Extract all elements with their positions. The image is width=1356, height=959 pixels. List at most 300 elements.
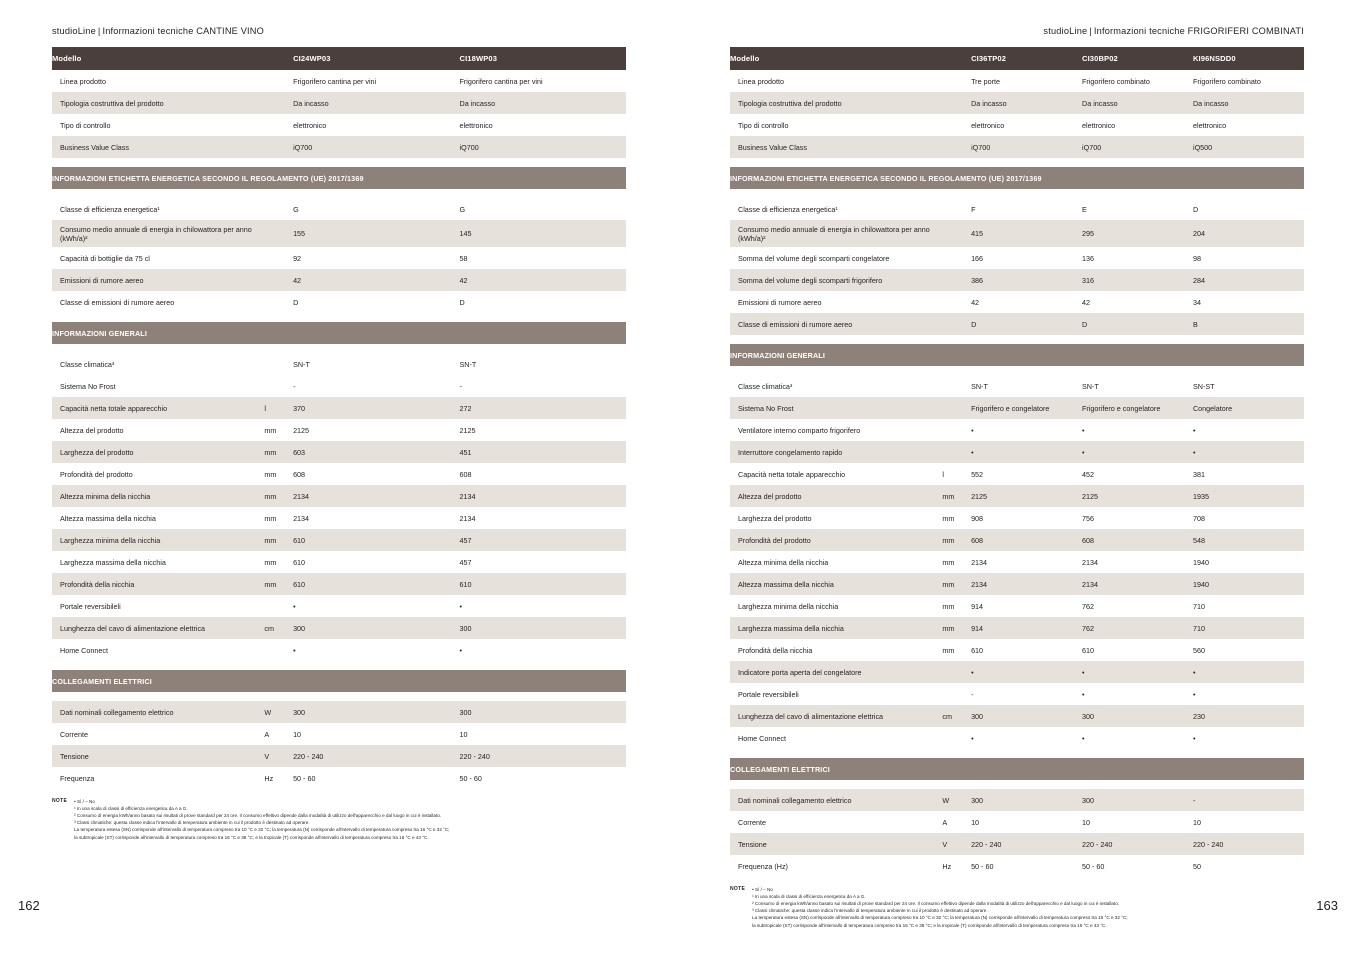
table-row bbox=[730, 833, 1304, 855]
table-row bbox=[52, 767, 626, 789]
row-value: 2125 bbox=[971, 485, 1082, 507]
row-unit: mm bbox=[264, 463, 293, 485]
row-value: Frigorifero combinato bbox=[1193, 70, 1304, 92]
row-label: Linea prodotto bbox=[52, 70, 264, 92]
table-row bbox=[730, 855, 1304, 877]
row-label: Capacità netta totale apparecchio bbox=[730, 463, 942, 485]
row-value: • bbox=[1193, 419, 1304, 441]
row-unit bbox=[942, 441, 971, 463]
row-value: 914 bbox=[971, 617, 1082, 639]
section-title: INFORMAZIONI ETICHETTA ENERGETICA SECONDO IL REGOLAMENTO (UE) 2017/1369 bbox=[52, 167, 626, 189]
row-unit bbox=[942, 247, 971, 269]
row-unit bbox=[942, 291, 971, 313]
row-value: iQ700 bbox=[1082, 136, 1193, 158]
row-value: 608 bbox=[971, 529, 1082, 551]
row-value: 220 - 240 bbox=[1082, 833, 1193, 855]
row-value: SN-T bbox=[293, 353, 459, 375]
row-label: Tipo di controllo bbox=[52, 114, 264, 136]
table-row bbox=[730, 463, 1304, 485]
row-value: G bbox=[293, 198, 459, 220]
running-head-right bbox=[730, 26, 1304, 36]
row-value: • bbox=[1082, 683, 1193, 705]
row-unit bbox=[264, 92, 293, 114]
table-row bbox=[52, 463, 626, 485]
row-value: 2125 bbox=[460, 419, 626, 441]
running-head-left bbox=[52, 26, 626, 36]
row-value: 1935 bbox=[1193, 485, 1304, 507]
row-label: Altezza del prodotto bbox=[52, 419, 264, 441]
table-row bbox=[730, 811, 1304, 833]
row-label: Lunghezza del cavo di alimentazione elettrica bbox=[730, 705, 942, 727]
section-gap bbox=[730, 749, 1304, 758]
row-label: Larghezza massima della nicchia bbox=[52, 551, 264, 573]
row-unit bbox=[942, 727, 971, 749]
table-row bbox=[730, 247, 1304, 269]
row-value: 272 bbox=[460, 397, 626, 419]
running-head-separator: | bbox=[1089, 26, 1092, 36]
running-head-category: Informazioni tecniche FRIGORIFERI COMBINATI bbox=[1093, 26, 1304, 36]
row-label: Profondità del prodotto bbox=[730, 529, 942, 551]
row-value: D bbox=[460, 291, 626, 313]
row-value: 451 bbox=[460, 441, 626, 463]
row-value: 42 bbox=[460, 269, 626, 291]
row-unit bbox=[942, 70, 971, 92]
row-label: Dati nominali collegamento elettrico bbox=[52, 701, 264, 723]
row-unit: mm bbox=[942, 617, 971, 639]
table-row bbox=[52, 441, 626, 463]
row-value: 300 bbox=[1082, 705, 1193, 727]
row-label: Corrente bbox=[52, 723, 264, 745]
row-unit bbox=[942, 397, 971, 419]
table-row bbox=[730, 705, 1304, 727]
row-value: 2134 bbox=[971, 551, 1082, 573]
row-value: 603 bbox=[293, 441, 459, 463]
table-row bbox=[52, 701, 626, 723]
row-value: G bbox=[460, 198, 626, 220]
row-value: 50 - 60 bbox=[971, 855, 1082, 877]
row-value: 610 bbox=[293, 529, 459, 551]
table-row bbox=[730, 789, 1304, 811]
table-row bbox=[52, 529, 626, 551]
row-value: 58 bbox=[460, 247, 626, 269]
row-unit: W bbox=[942, 789, 971, 811]
table-row bbox=[730, 595, 1304, 617]
row-value: SN-T bbox=[460, 353, 626, 375]
row-value: 610 bbox=[293, 551, 459, 573]
table-row bbox=[730, 136, 1304, 158]
row-value: • bbox=[1082, 419, 1193, 441]
row-value: 914 bbox=[971, 595, 1082, 617]
row-value: Frigorifero e congelatore bbox=[1082, 397, 1193, 419]
row-value: 10 bbox=[460, 723, 626, 745]
row-label: Tipologia costruttiva del prodotto bbox=[52, 92, 264, 114]
spec-table-right bbox=[730, 47, 1304, 877]
row-value: D bbox=[971, 313, 1082, 335]
table-row bbox=[52, 291, 626, 313]
row-value: B bbox=[1193, 313, 1304, 335]
row-value: 608 bbox=[293, 463, 459, 485]
row-value: elettronico bbox=[1193, 114, 1304, 136]
row-unit: mm bbox=[264, 441, 293, 463]
row-unit: mm bbox=[942, 595, 971, 617]
row-label: Altezza del prodotto bbox=[730, 485, 942, 507]
notes-right bbox=[730, 886, 1304, 929]
table-header-row bbox=[52, 47, 626, 70]
row-label: Tipologia costruttiva del prodotto bbox=[730, 92, 942, 114]
row-value: Da incasso bbox=[971, 92, 1082, 114]
row-label: Linea prodotto bbox=[730, 70, 942, 92]
row-label: Profondità del prodotto bbox=[52, 463, 264, 485]
row-label: Home Connect bbox=[52, 639, 264, 661]
row-label: Classe climatica³ bbox=[52, 353, 264, 375]
header-model-cell: CI24WP03 bbox=[293, 47, 459, 70]
row-value: 220 - 240 bbox=[293, 745, 459, 767]
row-label: Consumo medio annuale di energia in chilowattora per anno (kWh/a)² bbox=[52, 220, 264, 247]
section-header-row bbox=[52, 322, 626, 344]
section-gap bbox=[730, 158, 1304, 167]
row-label: Classe di efficienza energetica¹ bbox=[730, 198, 942, 220]
row-value: 560 bbox=[1193, 639, 1304, 661]
row-unit: mm bbox=[264, 507, 293, 529]
row-unit: l bbox=[942, 463, 971, 485]
row-value: E bbox=[1082, 198, 1193, 220]
row-unit bbox=[942, 114, 971, 136]
note-line: La temperatura estesa (SN) corrisponde all'intervallo di temperatura compreso tra 10 °C e 32 °C; la temperatura (N) corrisponde all'intervallo di temperatura compreso tra 16 °C e 32 °C; bbox=[752, 915, 1128, 921]
note-line: ² Consumo di energia kWh/anno basato sui risultati di prove standard per 24 ore. Il consumo effettivo dipende dalla modalità di utilizzo dell'apparecchio e dal luogo in cui è installato. bbox=[752, 901, 1120, 907]
row-value: 284 bbox=[1193, 269, 1304, 291]
header-label-cell: Modello bbox=[730, 47, 942, 70]
table-row bbox=[730, 573, 1304, 595]
row-unit bbox=[942, 220, 971, 247]
row-unit: cm bbox=[942, 705, 971, 727]
table-row bbox=[52, 485, 626, 507]
row-label: Consumo medio annuale di energia in chilowattora per anno (kWh/a)² bbox=[730, 220, 942, 247]
table-row bbox=[52, 745, 626, 767]
note-line: ¹ In una scala di classi di efficienza energetica da A a G. bbox=[752, 894, 866, 900]
row-label: Profondità della nicchia bbox=[52, 573, 264, 595]
row-value: iQ500 bbox=[1193, 136, 1304, 158]
row-unit bbox=[264, 639, 293, 661]
table-row bbox=[52, 397, 626, 419]
row-value: • bbox=[460, 595, 626, 617]
table-row bbox=[52, 136, 626, 158]
row-label: Portale reversibileli bbox=[730, 683, 942, 705]
row-value: 34 bbox=[1193, 291, 1304, 313]
row-value: • bbox=[1193, 441, 1304, 463]
row-value: 370 bbox=[293, 397, 459, 419]
row-unit: mm bbox=[942, 551, 971, 573]
row-value: 756 bbox=[1082, 507, 1193, 529]
row-value: 300 bbox=[460, 617, 626, 639]
row-value: 710 bbox=[1193, 617, 1304, 639]
row-value: • bbox=[1082, 661, 1193, 683]
note-line: • Sì / – No bbox=[752, 887, 773, 892]
row-label: Business Value Class bbox=[52, 136, 264, 158]
table-row bbox=[52, 551, 626, 573]
row-label: Sistema No Frost bbox=[730, 397, 942, 419]
row-value: 166 bbox=[971, 247, 1082, 269]
row-unit: mm bbox=[264, 551, 293, 573]
table-row bbox=[730, 397, 1304, 419]
row-unit: A bbox=[264, 723, 293, 745]
row-value: 710 bbox=[1193, 595, 1304, 617]
row-value: 762 bbox=[1082, 595, 1193, 617]
row-value: 548 bbox=[1193, 529, 1304, 551]
section-gap bbox=[52, 189, 626, 198]
row-value: 552 bbox=[971, 463, 1082, 485]
row-value: 300 bbox=[1082, 789, 1193, 811]
row-label: Frequenza (Hz) bbox=[730, 855, 942, 877]
row-label: Classe di emissioni di rumore aereo bbox=[730, 313, 942, 335]
row-value: Da incasso bbox=[460, 92, 626, 114]
table-row bbox=[730, 313, 1304, 335]
header-unit-cell bbox=[942, 47, 971, 70]
row-value: 1940 bbox=[1193, 573, 1304, 595]
row-unit bbox=[264, 291, 293, 313]
row-value: Tre porte bbox=[971, 70, 1082, 92]
row-unit bbox=[264, 198, 293, 220]
table-row bbox=[730, 70, 1304, 92]
notes-label: NOTE bbox=[730, 886, 746, 892]
section-title: INFORMAZIONI GENERALI bbox=[52, 322, 626, 344]
row-unit bbox=[942, 661, 971, 683]
row-label: Emissioni di rumore aereo bbox=[730, 291, 942, 313]
section-gap bbox=[52, 661, 626, 670]
section-gap bbox=[730, 366, 1304, 375]
section-header-row bbox=[52, 670, 626, 692]
table-row bbox=[730, 291, 1304, 313]
row-value: Frigorifero e congelatore bbox=[971, 397, 1082, 419]
row-label: Frequenza bbox=[52, 767, 264, 789]
row-value: 610 bbox=[971, 639, 1082, 661]
row-value: 610 bbox=[1082, 639, 1193, 661]
brand-name: studioLine bbox=[52, 26, 96, 36]
row-label: Altezza massima della nicchia bbox=[730, 573, 942, 595]
section-title: COLLEGAMENTI ELETTRICI bbox=[730, 758, 1304, 780]
row-label: Larghezza del prodotto bbox=[730, 507, 942, 529]
row-value: Da incasso bbox=[293, 92, 459, 114]
row-value: 50 - 60 bbox=[460, 767, 626, 789]
row-label: Tensione bbox=[730, 833, 942, 855]
note-line: La temperatura estesa (SN) corrisponde all'intervallo di temperatura compreso tra 10 °C e 32 °C; la temperatura (N) corrisponde all'intervallo di temperatura compreso tra 16 °C e 32 °C; bbox=[74, 827, 450, 833]
row-value: SN-ST bbox=[1193, 375, 1304, 397]
row-label: Tensione bbox=[52, 745, 264, 767]
row-value: F bbox=[971, 198, 1082, 220]
row-value: • bbox=[293, 639, 459, 661]
row-value: - bbox=[1193, 789, 1304, 811]
section-title: COLLEGAMENTI ELETTRICI bbox=[52, 670, 626, 692]
row-value: • bbox=[293, 595, 459, 617]
row-unit: mm bbox=[264, 573, 293, 595]
row-label: Indicatore porta aperta del congelatore bbox=[730, 661, 942, 683]
row-value: 608 bbox=[1082, 529, 1193, 551]
row-unit bbox=[942, 136, 971, 158]
section-title: INFORMAZIONI ETICHETTA ENERGETICA SECONDO IL REGOLAMENTO (UE) 2017/1369 bbox=[730, 167, 1304, 189]
row-value: 2134 bbox=[460, 507, 626, 529]
row-value: 2134 bbox=[293, 507, 459, 529]
table-row bbox=[52, 269, 626, 291]
table-row bbox=[730, 269, 1304, 291]
row-unit: A bbox=[942, 811, 971, 833]
row-value: 708 bbox=[1193, 507, 1304, 529]
row-value: 2134 bbox=[1082, 551, 1193, 573]
row-unit: mm bbox=[264, 529, 293, 551]
row-value: 415 bbox=[971, 220, 1082, 247]
row-value: 300 bbox=[971, 705, 1082, 727]
row-unit bbox=[264, 220, 293, 247]
notes-left bbox=[52, 798, 626, 841]
table-row bbox=[730, 507, 1304, 529]
row-value: 386 bbox=[971, 269, 1082, 291]
row-label: Larghezza massima della nicchia bbox=[730, 617, 942, 639]
header-unit-cell bbox=[264, 47, 293, 70]
section-gap bbox=[730, 780, 1304, 789]
table-row bbox=[730, 485, 1304, 507]
table-row bbox=[730, 220, 1304, 247]
row-value: 220 - 240 bbox=[971, 833, 1082, 855]
table-row bbox=[730, 683, 1304, 705]
table-row bbox=[52, 198, 626, 220]
page-number-right: 163 bbox=[1316, 898, 1338, 913]
row-value: 2125 bbox=[1082, 485, 1193, 507]
table-row bbox=[730, 441, 1304, 463]
row-value: • bbox=[1082, 727, 1193, 749]
row-unit bbox=[264, 114, 293, 136]
section-gap bbox=[730, 189, 1304, 198]
row-value: 42 bbox=[293, 269, 459, 291]
row-unit: Hz bbox=[942, 855, 971, 877]
row-label: Business Value Class bbox=[730, 136, 942, 158]
note-line: la subtropicale (ST) corrisponde all'intervallo di temperatura compreso tra 16 °C e 38 °C; e la tropicale (T) corrisponde all'intervallo di temperatura compreso tra 16 °C e 43 °C. bbox=[752, 922, 1107, 928]
row-value: 98 bbox=[1193, 247, 1304, 269]
row-label: Larghezza del prodotto bbox=[52, 441, 264, 463]
section-gap bbox=[52, 313, 626, 322]
row-unit: mm bbox=[942, 639, 971, 661]
row-value: 452 bbox=[1082, 463, 1193, 485]
row-value: - bbox=[971, 683, 1082, 705]
row-value: 762 bbox=[1082, 617, 1193, 639]
row-value: 610 bbox=[293, 573, 459, 595]
row-value: 300 bbox=[293, 617, 459, 639]
table-row bbox=[52, 247, 626, 269]
row-unit: W bbox=[264, 701, 293, 723]
row-label: Somma del volume degli scomparti congelatore bbox=[730, 247, 942, 269]
table-row bbox=[52, 92, 626, 114]
row-value: 42 bbox=[971, 291, 1082, 313]
row-value: • bbox=[1082, 441, 1193, 463]
row-value: 50 bbox=[1193, 855, 1304, 877]
row-value: • bbox=[460, 639, 626, 661]
row-value: 220 - 240 bbox=[1193, 833, 1304, 855]
row-value: • bbox=[971, 441, 1082, 463]
row-value: 316 bbox=[1082, 269, 1193, 291]
row-value: 610 bbox=[460, 573, 626, 595]
row-label: Sistema No Frost bbox=[52, 375, 264, 397]
table-row bbox=[52, 220, 626, 247]
note-line: la subtropicale (ST) corrisponde all'intervallo di temperatura compreso tra 16 °C e 38 °C; e la tropicale (T) corrisponde all'intervallo di temperatura compreso tra 16 °C e 43 °C. bbox=[74, 834, 429, 840]
row-value: elettronico bbox=[460, 114, 626, 136]
row-value: 145 bbox=[460, 220, 626, 247]
spec-table-left bbox=[52, 47, 626, 789]
row-value: 608 bbox=[460, 463, 626, 485]
table-row bbox=[52, 70, 626, 92]
row-unit: V bbox=[264, 745, 293, 767]
row-label: Capacità netta totale apparecchio bbox=[52, 397, 264, 419]
row-unit bbox=[264, 269, 293, 291]
row-label: Tipo di controllo bbox=[730, 114, 942, 136]
row-value: 300 bbox=[460, 701, 626, 723]
row-value: 908 bbox=[971, 507, 1082, 529]
table-row bbox=[730, 198, 1304, 220]
section-title: INFORMAZIONI GENERALI bbox=[730, 344, 1304, 366]
section-gap bbox=[730, 335, 1304, 344]
table-row bbox=[52, 353, 626, 375]
row-value: 10 bbox=[1082, 811, 1193, 833]
row-value: 2134 bbox=[1082, 573, 1193, 595]
row-value: 10 bbox=[293, 723, 459, 745]
row-unit bbox=[264, 70, 293, 92]
row-value: • bbox=[971, 419, 1082, 441]
notes-label: NOTE bbox=[52, 798, 68, 804]
row-label: Interruttore congelamento rapido bbox=[730, 441, 942, 463]
section-gap bbox=[52, 158, 626, 167]
table-header-row bbox=[730, 47, 1304, 70]
table-row bbox=[52, 723, 626, 745]
row-label: Larghezza minima della nicchia bbox=[730, 595, 942, 617]
table-row bbox=[730, 92, 1304, 114]
table-row bbox=[730, 617, 1304, 639]
row-value: Frigorifero combinato bbox=[1082, 70, 1193, 92]
table-row bbox=[730, 529, 1304, 551]
row-value: 2134 bbox=[293, 485, 459, 507]
row-label: Home Connect bbox=[730, 727, 942, 749]
row-value: 50 - 60 bbox=[1082, 855, 1193, 877]
row-value: - bbox=[460, 375, 626, 397]
row-unit bbox=[942, 375, 971, 397]
row-unit bbox=[942, 269, 971, 291]
row-unit bbox=[942, 419, 971, 441]
row-label: Corrente bbox=[730, 811, 942, 833]
section-header-row bbox=[52, 167, 626, 189]
row-unit: mm bbox=[942, 529, 971, 551]
section-header-row bbox=[730, 167, 1304, 189]
row-unit bbox=[264, 353, 293, 375]
header-model-cell: CI36TP02 bbox=[971, 47, 1082, 70]
note-line: ³ Classi climatiche: questa classe indica l'intervallo di temperatura ambiente in cui il prodotto è destinato ad operare. bbox=[752, 908, 988, 914]
row-unit bbox=[264, 247, 293, 269]
row-unit: mm bbox=[264, 419, 293, 441]
row-value: 2134 bbox=[971, 573, 1082, 595]
row-value: 136 bbox=[1082, 247, 1193, 269]
table-row bbox=[730, 639, 1304, 661]
row-unit: cm bbox=[264, 617, 293, 639]
row-value: 1940 bbox=[1193, 551, 1304, 573]
row-label: Profondità della nicchia bbox=[730, 639, 942, 661]
row-value: Frigorifero cantina per vini bbox=[293, 70, 459, 92]
row-label: Somma del volume degli scomparti frigorifero bbox=[730, 269, 942, 291]
row-label: Altezza minima della nicchia bbox=[730, 551, 942, 573]
row-value: 457 bbox=[460, 529, 626, 551]
row-value: 300 bbox=[971, 789, 1082, 811]
table-row bbox=[52, 595, 626, 617]
row-value: iQ700 bbox=[460, 136, 626, 158]
row-value: elettronico bbox=[971, 114, 1082, 136]
row-value: D bbox=[1193, 198, 1304, 220]
row-label: Classe di efficienza energetica¹ bbox=[52, 198, 264, 220]
row-unit bbox=[264, 375, 293, 397]
row-value: elettronico bbox=[293, 114, 459, 136]
row-label: Dati nominali collegamento elettrico bbox=[730, 789, 942, 811]
